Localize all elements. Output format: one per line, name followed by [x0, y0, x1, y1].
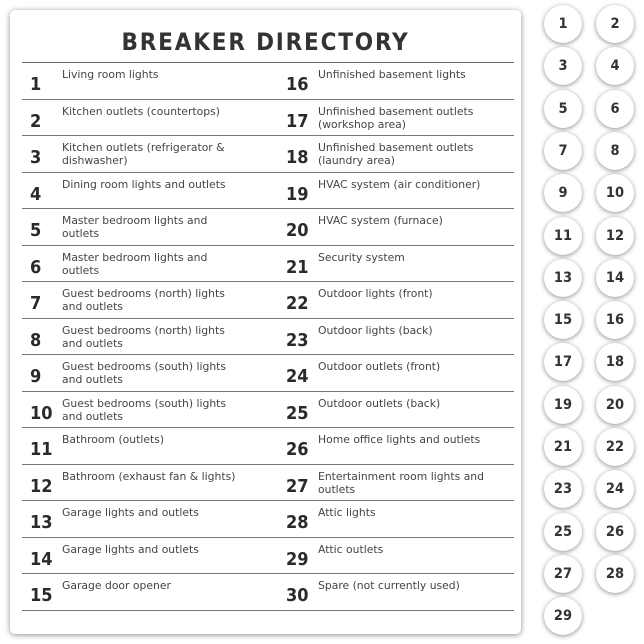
circuit-number: 12 [30, 475, 53, 497]
circuit-entry [22, 136, 272, 172]
directory-row [22, 574, 514, 611]
directory-row [22, 136, 514, 173]
circuit-entry [22, 246, 272, 282]
circuit-number: 7 [30, 293, 42, 314]
circuit-entry [272, 355, 514, 391]
circuit-number: 17 [286, 110, 309, 132]
number-sticker: 24 [596, 470, 634, 508]
circuit-description: Living room lights [62, 68, 159, 81]
circuit-entry [22, 538, 272, 574]
circuit-description: Entertainment room lights and outlets [318, 469, 485, 496]
circuit-number: 26 [286, 439, 309, 460]
circuit-number: 1 [30, 74, 42, 95]
number-sticker: 9 [544, 174, 582, 212]
circuit-description: HVAC system (furnace) [318, 214, 443, 227]
circuit-number: 9 [30, 366, 42, 387]
number-sticker: 16 [596, 301, 634, 339]
directory-title: BREAKER DIRECTORY [121, 28, 410, 56]
circuit-entry [22, 209, 272, 245]
circuit-description: Outdoor lights (back) [318, 323, 433, 337]
circuit-entry [22, 501, 272, 537]
circuit-number: 13 [30, 512, 53, 533]
circuit-entry [22, 428, 272, 464]
number-sticker: 28 [596, 555, 634, 593]
circuit-number: 20 [286, 220, 309, 241]
circuit-number: 18 [286, 147, 309, 168]
circuit-number: 15 [30, 585, 53, 606]
circuit-description: Outdoor lights (front) [318, 287, 433, 300]
circuit-description: Garage door opener [62, 579, 171, 592]
circuit-number: 8 [30, 329, 42, 351]
directory-row [22, 246, 514, 283]
circuit-entry [272, 173, 514, 209]
directory-row [22, 501, 514, 538]
circuit-number: 28 [286, 512, 309, 533]
circuit-entry [272, 282, 514, 318]
circuit-description: Guest bedrooms (north) lights and outlets [62, 323, 225, 350]
directory-row [22, 209, 514, 246]
number-sticker: 6 [596, 90, 634, 128]
directory-row [22, 538, 514, 575]
number-sticker: 5 [544, 90, 582, 128]
circuit-number: 19 [286, 183, 309, 205]
number-sticker: 22 [596, 428, 634, 466]
number-sticker: 25 [544, 513, 582, 551]
circuit-number: 21 [286, 256, 309, 278]
circuit-entry [272, 246, 514, 282]
circuit-description: Attic lights [318, 506, 376, 519]
number-sticker: 27 [544, 555, 582, 593]
circuit-entry [22, 319, 272, 355]
directory-row [22, 355, 514, 392]
circuit-number: 14 [30, 548, 53, 570]
directory-table [22, 62, 514, 611]
circuit-description: Dining room lights and outlets [62, 177, 226, 191]
circuit-description: Master bedroom lights and outlets [62, 214, 208, 240]
circuit-description: Unfinished basement outlets (laundry area) [318, 141, 474, 167]
number-sticker: 4 [596, 47, 634, 85]
circuit-number: 25 [286, 402, 309, 424]
circuit-description: Outdoor outlets (back) [318, 396, 441, 410]
circuit-description: Security system [318, 250, 405, 264]
directory-row [22, 63, 514, 100]
circuit-entry [272, 465, 514, 501]
circuit-number: 11 [30, 439, 53, 460]
circuit-entry [22, 392, 272, 428]
circuit-entry [272, 538, 514, 574]
circuit-description: Bathroom (exhaust fan & lights) [62, 469, 236, 483]
circuit-number: 22 [286, 293, 309, 314]
circuit-description: Attic outlets [318, 542, 384, 556]
number-sticker: 11 [544, 217, 582, 255]
circuit-entry [272, 136, 514, 172]
circuit-entry [22, 574, 272, 610]
directory-row [22, 173, 514, 210]
circuit-number: 24 [286, 366, 309, 387]
number-sticker: 26 [596, 513, 634, 551]
circuit-description: Guest bedrooms (south) lights and outlets [62, 360, 227, 386]
circuit-description: Bathroom (outlets) [62, 433, 165, 446]
number-sticker: 20 [596, 386, 634, 424]
circuit-entry [272, 63, 514, 99]
number-sticker: 21 [544, 428, 582, 466]
number-sticker: 29 [544, 597, 582, 635]
circuit-number: 29 [286, 548, 309, 570]
circuit-description: Home office lights and outlets [318, 433, 481, 446]
circuit-entry [22, 173, 272, 209]
directory-row [22, 319, 514, 356]
circuit-entry [22, 63, 272, 99]
circuit-description: Kitchen outlets (refrigerator & dishwasher) [62, 141, 225, 167]
circuit-description: Outdoor outlets (front) [318, 360, 441, 373]
circuit-number: 30 [286, 585, 309, 606]
number-sticker: 7 [544, 132, 582, 170]
circuit-entry [272, 428, 514, 464]
circuit-number: 6 [30, 256, 42, 278]
number-sticker: 15 [544, 301, 582, 339]
circuit-description: Guest bedrooms (north) lights and outlets [62, 287, 225, 313]
directory-row [22, 392, 514, 429]
number-sticker: 3 [544, 47, 582, 85]
directory-row [22, 100, 514, 137]
circuit-entry [22, 100, 272, 136]
number-sticker: 19 [544, 386, 582, 424]
circuit-number: 4 [30, 183, 42, 205]
circuit-description: Kitchen outlets (countertops) [62, 104, 220, 118]
circuit-description: Spare (not currently used) [318, 579, 460, 592]
directory-row [22, 428, 514, 465]
number-sticker: 1 [544, 5, 582, 43]
circuit-entry [272, 501, 514, 537]
number-sticker: 12 [596, 217, 634, 255]
number-sticker: 2 [596, 5, 634, 43]
number-sticker: 23 [544, 470, 582, 508]
circuit-entry [272, 392, 514, 428]
circuit-entry [272, 574, 514, 610]
circuit-number: 2 [30, 110, 42, 132]
circuit-description: Master bedroom lights and outlets [62, 250, 208, 277]
directory-row [22, 282, 514, 319]
circuit-description: Garage lights and outlets [62, 542, 199, 556]
circuit-number: 23 [286, 329, 309, 351]
circuit-entry [22, 282, 272, 318]
circuit-description: Garage lights and outlets [62, 506, 199, 519]
circuit-entry [22, 355, 272, 391]
circuit-entry [272, 319, 514, 355]
number-sticker: 8 [596, 132, 634, 170]
breaker-directory-card [10, 10, 521, 634]
circuit-entry [22, 465, 272, 501]
number-sticker: 18 [596, 343, 634, 381]
number-sticker: 10 [596, 174, 634, 212]
number-sticker: 17 [544, 343, 582, 381]
circuit-number: 16 [286, 74, 309, 95]
circuit-number: 27 [286, 475, 309, 497]
number-sticker: 13 [544, 259, 582, 297]
circuit-description: Unfinished basement outlets (workshop area) [318, 104, 474, 131]
circuit-description: Unfinished basement lights [318, 68, 466, 81]
circuit-number: 5 [30, 220, 42, 241]
circuit-entry [272, 209, 514, 245]
circuit-description: Guest bedrooms (south) lights and outlets [62, 396, 227, 423]
circuit-description: HVAC system (air conditioner) [318, 177, 481, 191]
circuit-number: 3 [30, 147, 42, 168]
number-sticker: 14 [596, 259, 634, 297]
circuit-number: 10 [30, 402, 53, 424]
circuit-entry [272, 100, 514, 136]
directory-row [22, 465, 514, 502]
